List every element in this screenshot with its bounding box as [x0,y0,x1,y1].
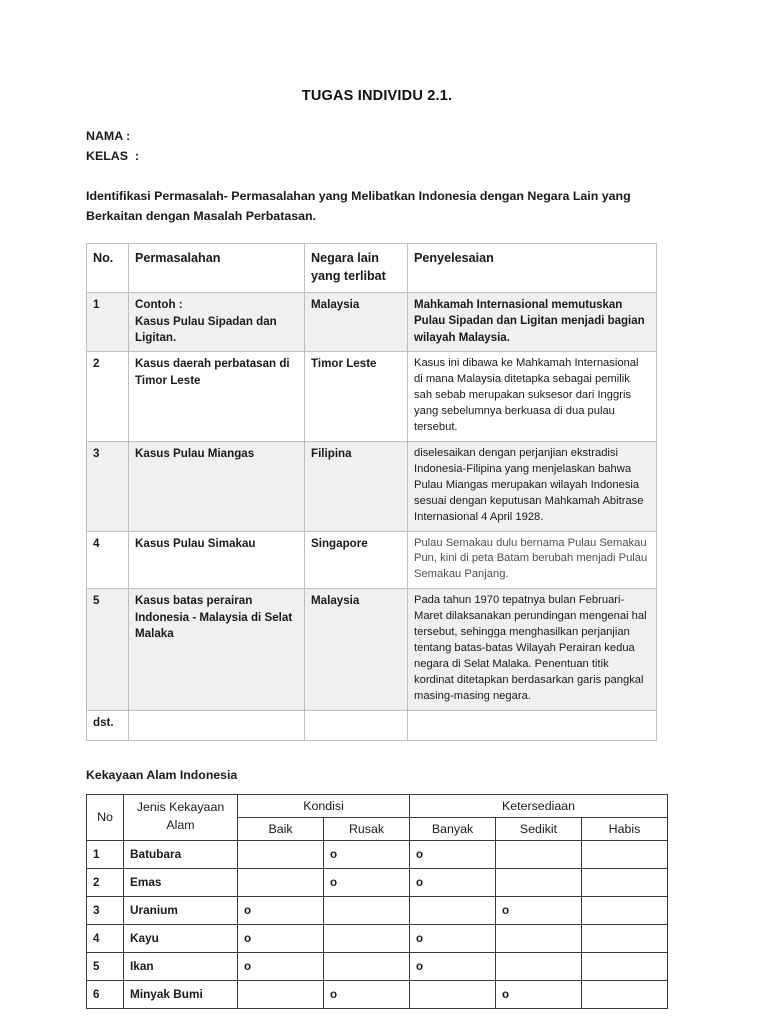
table-header-row-top [87,794,668,817]
field-kelas: KELAS : [86,149,140,164]
cell-no: 4 [87,924,124,952]
th-penyelesaian: Penyelesaian [408,244,657,293]
cell-permasalahan: Contoh : Kasus Pulau Sipadan dan Ligitan. [129,293,305,352]
th-habis: Habis [582,817,668,840]
cell-penyelesaian: Kasus ini dibawa ke Mahkamah Internasional di mana Malaysia ditetapka sebagai pemilik sah sebab merupakan suksesor dari Inggris yang sebelumnya berkuasa di dua pulau tersebut. [408,352,657,442]
cell-baik: o [238,896,324,924]
cell-permasalahan: Kasus daerah perbatasan di Timor Leste [129,352,305,442]
cell-rusak: o [324,840,410,868]
cell-penyelesaian: Mahkamah Internasional memutuskan Pulau Sipadan dan Ligitan menjadi bagian wilayah Malaysia. [408,293,657,352]
cell-no: 1 [87,840,124,868]
cell-permasalahan [129,710,305,740]
cell-banyak [410,896,496,924]
cell-no: 3 [87,896,124,924]
cell-baik [238,980,324,1008]
cell-sedikit [496,952,582,980]
document-content [86,0,668,1009]
kekayaan-alam-table [86,794,668,1009]
cell-habis [582,840,668,868]
cell-baik: o [238,952,324,980]
cell-jenis: Ikan [124,952,238,980]
cell-penyelesaian: Pulau Semakau dulu bernama Pulau Semakau Pun, kini di peta Batam berubah menjadi Pulau Semakau Panjang. [408,531,657,589]
cell-habis [582,952,668,980]
cell-no: 4 [87,531,129,589]
cell-baik [238,868,324,896]
cell-penyelesaian [408,710,657,740]
table-row [87,896,668,924]
cell-banyak: o [410,840,496,868]
table-row-dst [87,710,657,740]
cell-jenis: Batubara [124,840,238,868]
th-group-kondisi: Kondisi [238,794,410,817]
cell-sedikit [496,840,582,868]
cell-banyak: o [410,924,496,952]
cell-jenis: Uranium [124,896,238,924]
table-row [87,840,668,868]
cell-no: 5 [87,589,129,710]
cell-permasalahan: Kasus Pulau Miangas [129,442,305,532]
table-row [87,531,657,589]
cell-no: dst. [87,710,129,740]
th-sedikit: Sedikit [496,817,582,840]
cell-sedikit [496,924,582,952]
table-row [87,293,657,352]
cell-no: 6 [87,980,124,1008]
identity-block [86,126,668,166]
cell-habis [582,868,668,896]
cell-no: 5 [87,952,124,980]
th-group-ketersediaan: Ketersediaan [410,794,668,817]
cell-sedikit [496,868,582,896]
cell-jenis: Kayu [124,924,238,952]
table-row [87,868,668,896]
table-header-row [87,244,657,293]
cell-banyak: o [410,868,496,896]
table-row [87,589,657,710]
table-row [87,924,668,952]
th-negara: Negara lain yang terlibat [305,244,408,293]
cell-baik: o [238,924,324,952]
cell-no: 3 [87,442,129,532]
cell-baik [238,840,324,868]
cell-no: 2 [87,352,129,442]
cell-negara: Malaysia [305,293,408,352]
table-row [87,352,657,442]
cell-permasalahan: Kasus Pulau Simakau [129,531,305,589]
th-jenis-kekayaan-alam: Jenis Kekayaan Alam [124,794,238,840]
cell-sedikit: o [496,980,582,1008]
th-baik: Baik [238,817,324,840]
cell-no: 2 [87,868,124,896]
page-title: TUGAS INDIVIDU 2.1. [301,88,453,104]
th-rusak: Rusak [324,817,410,840]
cell-rusak: o [324,868,410,896]
cell-sedikit: o [496,896,582,924]
th-permasalahan: Permasalahan [129,244,305,293]
cell-penyelesaian: Pada tahun 1970 tepatnya bulan Februari-Maret dilaksanakan perundingan mengenai hal tersebut, sehingga menghasilkan perjanjian tentang batas-batas Wilayah Perairan kedua negara di Selat Malaka. Penentuan titik kordinat ditetapkan berdasarkan garis pangkal masing-masing negara. [408,589,657,710]
cell-rusak [324,924,410,952]
cell-negara: Singapore [305,531,408,589]
kekayaan-alam-caption: Kekayaan Alam Indonesia [86,767,238,782]
th-no: No. [87,244,129,293]
th-no: No [87,794,124,840]
table-row [87,952,668,980]
cell-rusak: o [324,980,410,1008]
cell-no: 1 [87,293,129,352]
table-row [87,442,657,532]
cell-negara: Timor Leste [305,352,408,442]
cell-banyak [410,980,496,1008]
cell-jenis: Minyak Bumi [124,980,238,1008]
th-banyak: Banyak [410,817,496,840]
cell-rusak [324,952,410,980]
cell-negara [305,710,408,740]
cell-habis [582,896,668,924]
cell-habis [582,924,668,952]
cell-habis [582,980,668,1008]
permasalahan-table [86,243,657,740]
cell-permasalahan: Kasus batas perairan Indonesia - Malaysia di Selat Malaka [129,589,305,710]
cell-negara: Malaysia [305,589,408,710]
intro-paragraph: Identifikasi Permasalah- Permasalahan yang Melibatkan Indonesia dengan Negara Lain yang Berkaitan dengan Masalah Perbatasan. [86,189,631,223]
table-row [87,980,668,1008]
cell-rusak [324,896,410,924]
cell-jenis: Emas [124,868,238,896]
field-nama: NAMA : [86,129,131,143]
cell-banyak: o [410,952,496,980]
cell-penyelesaian: diselesaikan dengan perjanjian ekstradisi Indonesia-Filipina yang menjelaskan bahwa Pulau Miangas merupakan wilayah Indonesia sesuai dengan keputusan Mahkamah Abitrase Internasional 4 April 1928. [408,442,657,532]
cell-negara: Filipina [305,442,408,532]
